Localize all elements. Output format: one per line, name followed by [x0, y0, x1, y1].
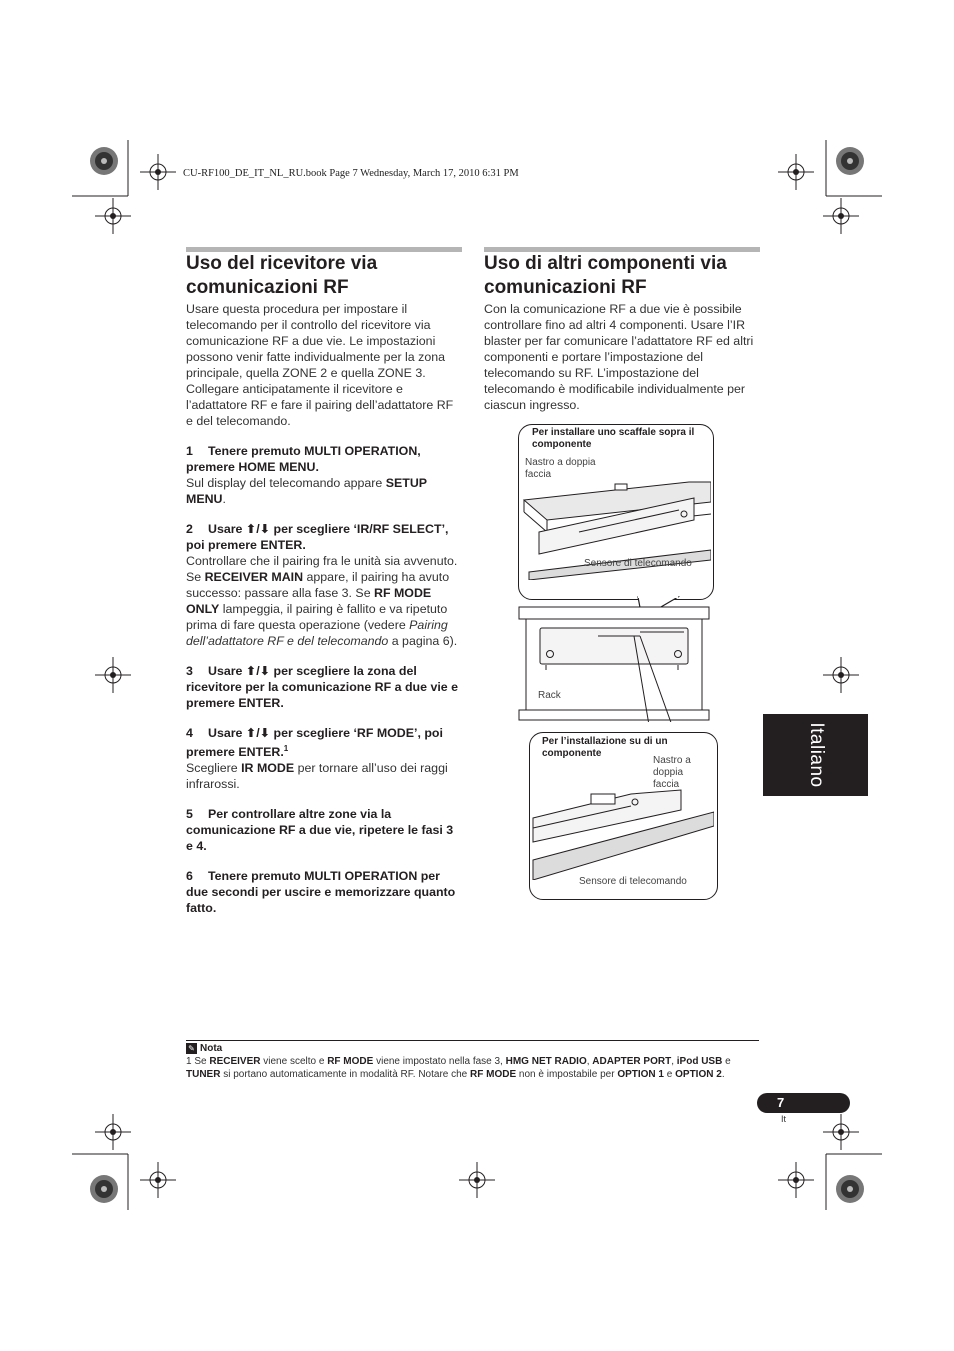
language-tab-label: Italiano	[805, 722, 827, 788]
up-down-arrows-icon: ⬆/⬇	[245, 664, 271, 678]
file-header-line: CU-RF100_DE_IT_NL_RU.book Page 7 Wednesday, March 17, 2010 6:31 PM	[183, 168, 519, 179]
step-3: 3 Usare ⬆/⬇ per scegliere la zona del ricevitore per la comunicazione RF a due vie e premere ENTER.	[186, 664, 459, 710]
component-top-illustration	[531, 780, 714, 880]
shelf-callout-title: Per installare uno scaffale sopra il componente	[532, 427, 695, 450]
note-rule	[186, 1040, 759, 1041]
left-column	[186, 247, 462, 916]
step-2: 2 Usare ⬆/⬇ per scegliere ‘IR/RF SELECT’, poi premere ENTER. Controllare che il pairing fra le unità sia avvenuto. Se RECEIVER MAIN appare, il pairing ha avuto successo: passare alla fase 3. Se RF MODE ONLY lampeggia, il pairing è fallito e va ripetuto prima di fare questa operazione (vedere Pairing dell’adattatore RF e del telecomando a pagina 6).	[186, 522, 458, 648]
step-4: 4 Usare ⬆/⬇ per scegliere ‘RF MODE’, poi premere ENTER.$^1$ Scegliere IR MODE per tornare all’uso dei raggi infrarossi.	[186, 726, 448, 792]
right-section-title: Uso di altri componenti via comunicazioni RF	[484, 253, 727, 298]
sensor-label-bottom: Sensore di telecomando	[579, 876, 687, 887]
up-down-arrows-icon: ⬆/⬇	[245, 522, 271, 536]
step-1: 1 Tenere premuto MULTI OPERATION, premere HOME MENU. Sul display del telecomando appare SETUP MENU.	[186, 444, 427, 506]
note-icon: ✎	[186, 1043, 197, 1054]
right-intro-text: Con la comunicazione RF a due vie è possibile controllare fino ad altri 4 componenti. Usare l’IR blaster per far comunicare l’adattatore RF ed altri componenti e portare l’impostazione del telecomando su RF. L’impostazione del telecomando è modificabile individualmente per ciascun ingresso.	[484, 302, 754, 412]
note-text: 1 Se RECEIVER viene scelto e RF MODE viene impostato nella fase 3, HMG NET RADIO, ADAPTER PORT, iPod USB e TUNER si portano automaticamente in modalità RF. Notare che RF MODE non è impostabile per OPTION 1 e OPTION 2.	[186, 1056, 731, 1080]
note-title: ✎ Nota	[186, 1043, 222, 1054]
left-intro-text: Usare questa procedura per impostare il telecomando per il controllo del ricevitore via comunicazione RF a due vie. Le impostazioni possono venir fatte individualmente per la zona principale, quella ZONE 2 e quella ZONE 3. Collegare anticipatamente il ricevitore e l’adattatore RF e fare il pairing dell’adattatore RF e del telecomando.	[186, 302, 454, 428]
language-tab	[763, 714, 868, 796]
page-number-badge	[757, 1093, 850, 1113]
sensor-label-top: Sensore di telecomando	[584, 558, 692, 569]
left-section-title: Uso del ricevitore via comunicazioni RF	[186, 253, 378, 298]
page-number: 7	[777, 1095, 785, 1110]
rack-label: Rack	[538, 690, 561, 701]
step-5: 5 Per controllare altre zone via la comunicazione RF a due vie, ripetere le fasi 3 e 4.	[186, 807, 454, 854]
tape-label-bottom: Nastro a doppia faccia	[653, 755, 691, 790]
footnote-ref: 1	[283, 744, 289, 753]
rack-illustration	[518, 606, 711, 722]
component-callout-title: Per l’installazione su di un componente	[542, 736, 668, 759]
tape-label-top: Nastro a doppia faccia	[525, 457, 596, 480]
language-code: It	[781, 1114, 787, 1124]
step-6: 6 Tenere premuto MULTI OPERATION per due secondi per uscire e memorizzare quanto fatto.	[186, 869, 456, 916]
right-column	[484, 247, 760, 413]
up-down-arrows-icon: ⬆/⬇	[245, 726, 271, 740]
